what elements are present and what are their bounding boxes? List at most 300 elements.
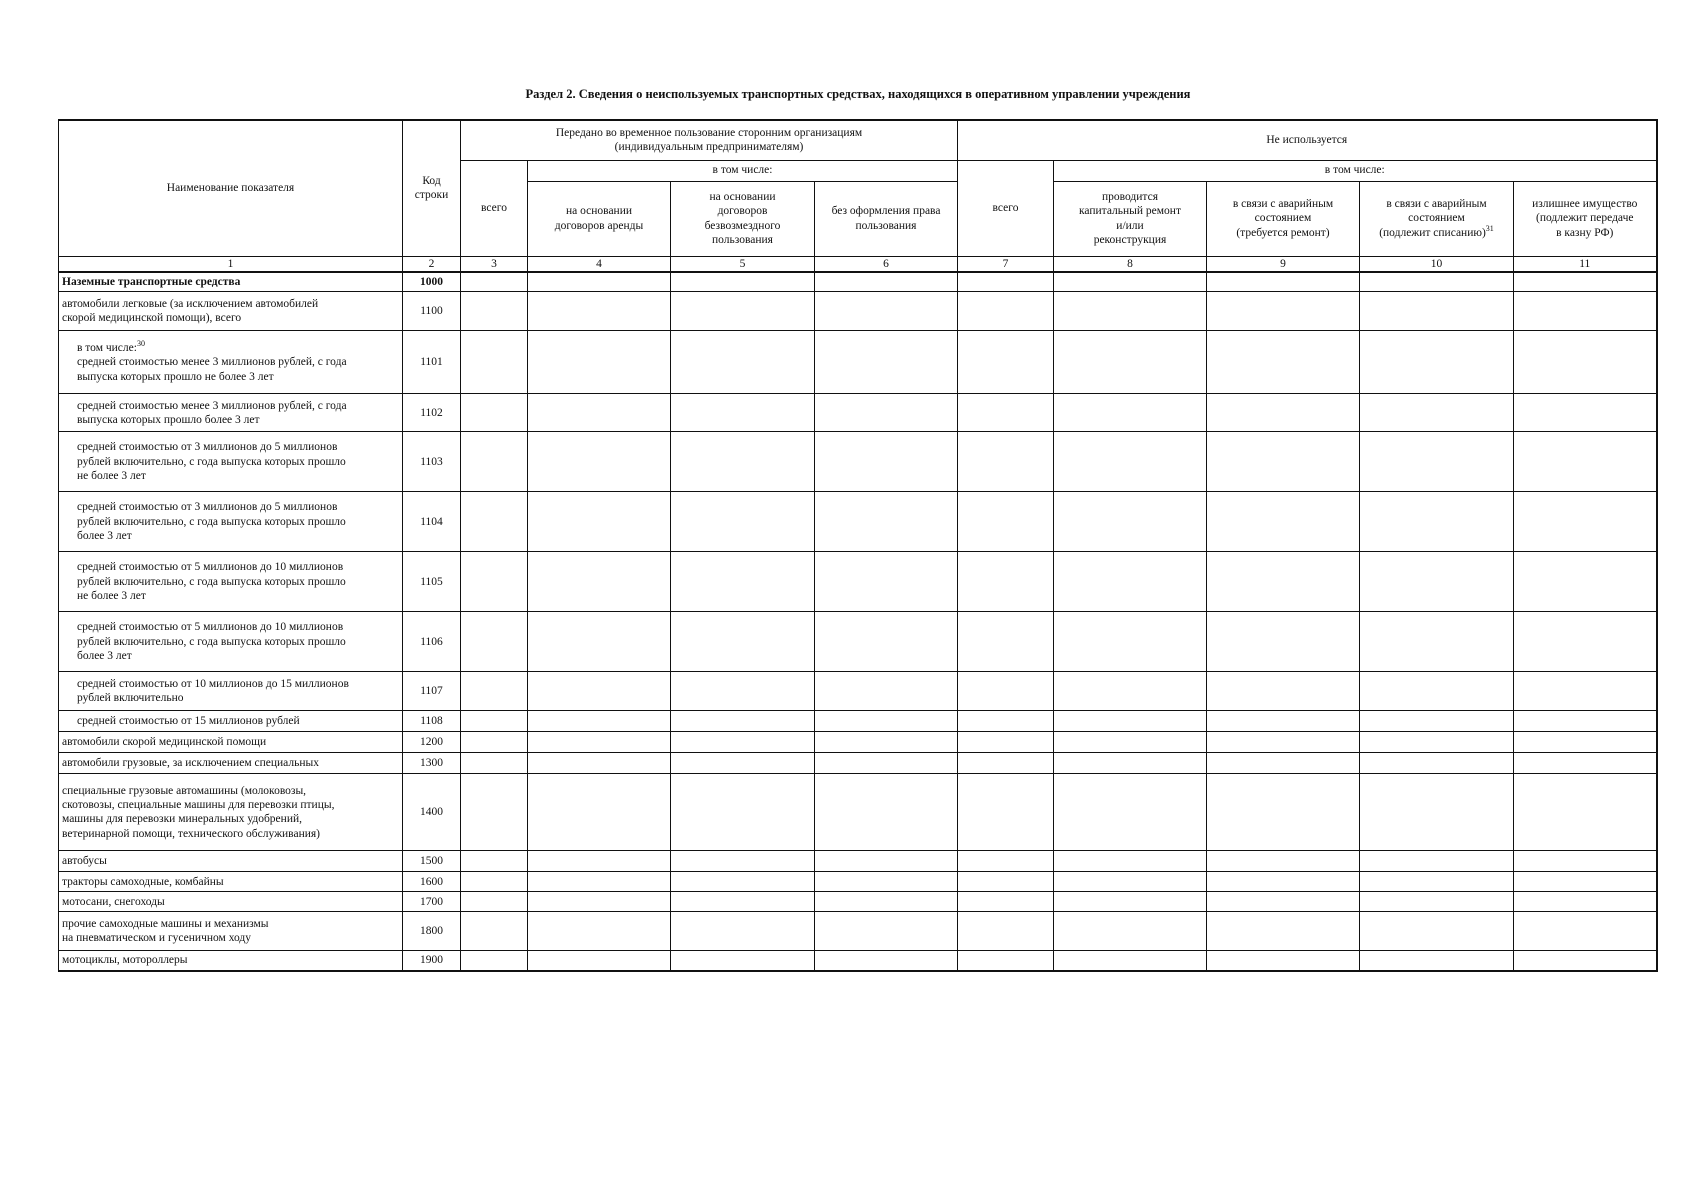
value-cell-col-6[interactable] <box>815 951 958 971</box>
row-label <box>59 331 403 394</box>
header-col-9 <box>1207 181 1360 256</box>
value-cell-col-10[interactable] <box>1360 774 1514 851</box>
row-code: 1200 <box>403 732 461 753</box>
value-cell-col-3[interactable] <box>461 612 528 672</box>
row-label-line: специальные грузовые автомашины (молоковозы, <box>62 784 307 797</box>
value-cell-col-11[interactable] <box>1514 432 1657 492</box>
value-cell-col-5[interactable] <box>671 272 815 292</box>
value-cell-col-6[interactable] <box>815 872 958 892</box>
value-cell-col-5[interactable] <box>671 892 815 912</box>
value-cell-col-9[interactable] <box>1207 892 1360 912</box>
value-cell-col-7[interactable] <box>958 951 1054 971</box>
header-col-10-line-1: в связи с аварийным <box>1386 197 1487 210</box>
value-cell-col-7[interactable] <box>958 711 1054 732</box>
header-col-5-line-1: на основании <box>709 190 776 203</box>
row-code: 1000 <box>403 272 461 292</box>
row-label-line: средней стоимостью менее 3 миллионов рублей, с года <box>77 356 347 369</box>
value-cell-col-8[interactable] <box>1054 612 1207 672</box>
value-cell-col-9[interactable] <box>1207 753 1360 774</box>
value-cell-col-10[interactable] <box>1360 612 1514 672</box>
header-col-11-line-2: (подлежит передаче <box>1536 212 1634 225</box>
value-cell-col-6[interactable] <box>815 612 958 672</box>
value-cell-col-8[interactable] <box>1054 753 1207 774</box>
header-col-10 <box>1360 181 1514 256</box>
header-total-unused: всего <box>958 160 1054 256</box>
value-cell-col-8[interactable] <box>1054 552 1207 612</box>
row-label-line: скорой медицинской помощи), всего <box>62 312 242 325</box>
row-code: 1900 <box>403 951 461 971</box>
row-code: 1500 <box>403 851 461 872</box>
value-cell-col-8[interactable] <box>1054 912 1207 951</box>
value-cell-col-11[interactable] <box>1514 951 1657 971</box>
header-col-10-line-3-text: (подлежит списанию) <box>1379 226 1486 239</box>
value-cell-col-10[interactable] <box>1360 292 1514 331</box>
row-label-line: автобусы <box>62 855 107 868</box>
header-col-4 <box>528 181 671 256</box>
header-code-col <box>403 120 461 256</box>
header-code-text: Код строки <box>414 174 449 202</box>
value-cell-col-11[interactable] <box>1514 394 1657 432</box>
header-col-5-line-3: безвозмездного <box>704 219 781 232</box>
row-code: 1700 <box>403 892 461 912</box>
value-cell-col-6[interactable] <box>815 394 958 432</box>
value-cell-col-8[interactable] <box>1054 292 1207 331</box>
row-label <box>59 394 403 432</box>
table-row <box>59 292 1657 331</box>
value-cell-col-10[interactable] <box>1360 711 1514 732</box>
value-cell-col-9[interactable] <box>1207 292 1360 331</box>
value-cell-col-5[interactable] <box>671 732 815 753</box>
value-cell-col-10[interactable] <box>1360 272 1514 292</box>
value-cell-col-11[interactable] <box>1514 552 1657 612</box>
value-cell-col-8[interactable] <box>1054 892 1207 912</box>
value-cell-col-4[interactable] <box>528 552 671 612</box>
value-cell-col-5[interactable] <box>671 552 815 612</box>
value-cell-col-3[interactable] <box>461 292 528 331</box>
header-col-8 <box>1054 181 1207 256</box>
header-col-8-line-1: проводится <box>1102 190 1158 203</box>
value-cell-col-3[interactable] <box>461 753 528 774</box>
row-code: 1104 <box>403 492 461 552</box>
value-cell-col-3[interactable] <box>461 272 528 292</box>
value-cell-col-7[interactable] <box>958 872 1054 892</box>
header-col-11 <box>1514 181 1657 256</box>
value-cell-col-5[interactable] <box>671 711 815 732</box>
value-cell-col-10[interactable] <box>1360 394 1514 432</box>
row-label <box>59 492 403 552</box>
value-cell-col-8[interactable] <box>1054 672 1207 711</box>
table-row <box>59 912 1657 951</box>
row-label <box>59 711 403 732</box>
header-col-5-line-2: договоров <box>717 205 768 218</box>
row-code: 1105 <box>403 552 461 612</box>
row-label <box>59 272 403 292</box>
value-cell-col-9[interactable] <box>1207 552 1360 612</box>
table-row <box>59 331 1657 394</box>
header-col-4-line-2: договоров аренды <box>554 219 644 232</box>
value-cell-col-5[interactable] <box>671 951 815 971</box>
column-number-8: 8 <box>1054 256 1207 272</box>
header-total-transferred: всего <box>461 160 528 256</box>
column-number-1: 1 <box>59 256 403 272</box>
value-cell-col-3[interactable] <box>461 774 528 851</box>
row-label-line: рублей включительно, с года выпуска которых прошло <box>77 515 346 528</box>
value-cell-col-11[interactable] <box>1514 272 1657 292</box>
row-code: 1107 <box>403 672 461 711</box>
row-label <box>59 732 403 753</box>
row-label-line: рублей включительно, с года выпуска которых прошло <box>77 575 346 588</box>
value-cell-col-5[interactable] <box>671 432 815 492</box>
table-row <box>59 892 1657 912</box>
value-cell-col-8[interactable] <box>1054 394 1207 432</box>
value-cell-col-11[interactable] <box>1514 732 1657 753</box>
row-label-line: средней стоимостью от 10 миллионов до 15 миллионов <box>77 678 349 690</box>
value-cell-col-3[interactable] <box>461 394 528 432</box>
value-cell-col-3[interactable] <box>461 951 528 971</box>
value-cell-col-6[interactable] <box>815 732 958 753</box>
value-cell-col-5[interactable] <box>671 292 815 331</box>
header-col-6-line-1: без оформления права <box>831 205 941 218</box>
header-group-unused: Не используется <box>958 120 1657 160</box>
value-cell-col-4[interactable] <box>528 872 671 892</box>
row-label <box>59 872 403 892</box>
table-body <box>59 272 1657 971</box>
value-cell-col-3[interactable] <box>461 912 528 951</box>
value-cell-col-8[interactable] <box>1054 432 1207 492</box>
row-label-line <box>77 338 399 355</box>
row-label-line: более 3 лет <box>77 650 132 663</box>
value-cell-col-7[interactable] <box>958 552 1054 612</box>
table-row <box>59 732 1657 753</box>
value-cell-col-6[interactable] <box>815 912 958 951</box>
value-cell-col-11[interactable] <box>1514 851 1657 872</box>
value-cell-col-8[interactable] <box>1054 492 1207 552</box>
row-label-line: мотосани, снегоходы <box>62 895 165 908</box>
value-cell-col-3[interactable] <box>461 331 528 394</box>
header-col-8-line-2: капитальный ремонт <box>1078 205 1181 218</box>
value-cell-col-10[interactable] <box>1360 951 1514 971</box>
value-cell-col-6[interactable] <box>815 331 958 394</box>
value-cell-col-7[interactable] <box>958 732 1054 753</box>
value-cell-col-9[interactable] <box>1207 394 1360 432</box>
column-number-9: 9 <box>1207 256 1360 272</box>
column-number-5: 5 <box>671 256 815 272</box>
value-cell-col-7[interactable] <box>958 331 1054 394</box>
value-cell-col-9[interactable] <box>1207 272 1360 292</box>
row-label-line: средней стоимостью от 15 миллионов рублей <box>77 715 300 728</box>
value-cell-col-9[interactable] <box>1207 912 1360 951</box>
row-label-line: рублей включительно <box>77 692 184 705</box>
header-col-11-line-3: в казну РФ) <box>1556 226 1614 239</box>
column-number-10: 10 <box>1360 256 1514 272</box>
table-row <box>59 753 1657 774</box>
value-cell-col-7[interactable] <box>958 774 1054 851</box>
row-label <box>59 892 403 912</box>
row-label-line: выпуска которых прошло более 3 лет <box>77 413 260 426</box>
value-cell-col-7[interactable] <box>958 851 1054 872</box>
header-col-4-line-1: на основании <box>565 205 633 218</box>
header-col-10-line-2: состоянием <box>1408 212 1465 225</box>
row-label-line: Наземные транспортные средства <box>62 275 241 288</box>
value-cell-col-10[interactable] <box>1360 753 1514 774</box>
value-cell-col-11[interactable] <box>1514 331 1657 394</box>
table-row <box>59 711 1657 732</box>
table-row <box>59 552 1657 612</box>
row-label <box>59 292 403 331</box>
value-cell-col-6[interactable] <box>815 892 958 912</box>
value-cell-col-11[interactable] <box>1514 711 1657 732</box>
header-col-10-line-3 <box>1363 223 1510 240</box>
column-number-7: 7 <box>958 256 1054 272</box>
value-cell-col-5[interactable] <box>671 394 815 432</box>
row-label-line: выпуска которых прошло не более 3 лет <box>77 370 274 383</box>
row-code: 1300 <box>403 753 461 774</box>
value-cell-col-7[interactable] <box>958 672 1054 711</box>
value-cell-col-10[interactable] <box>1360 432 1514 492</box>
table-row <box>59 774 1657 851</box>
row-label-line: на пневматическом и гусеничном ходу <box>62 932 252 945</box>
value-cell-col-3[interactable] <box>461 432 528 492</box>
value-cell-col-9[interactable] <box>1207 672 1360 711</box>
header-col-9-line-1: в связи с аварийным <box>1232 197 1334 210</box>
value-cell-col-3[interactable] <box>461 732 528 753</box>
value-cell-col-8[interactable] <box>1054 711 1207 732</box>
row-label-line: ветеринарной помощи, технического обслуживания) <box>62 827 320 840</box>
value-cell-col-4[interactable] <box>528 851 671 872</box>
value-cell-col-10[interactable] <box>1360 672 1514 711</box>
value-cell-col-5[interactable] <box>671 672 815 711</box>
value-cell-col-6[interactable] <box>815 672 958 711</box>
value-cell-col-10[interactable] <box>1360 492 1514 552</box>
header-group-transferred-line-1: Передано во временное пользование сторонним организациям <box>555 126 863 139</box>
row-label-line: не более 3 лет <box>77 590 146 603</box>
value-cell-col-5[interactable] <box>671 331 815 394</box>
value-cell-col-5[interactable] <box>671 912 815 951</box>
value-cell-col-8[interactable] <box>1054 732 1207 753</box>
value-cell-col-4[interactable] <box>528 774 671 851</box>
row-label-line: рублей включительно, с года выпуска которых прошло <box>77 455 346 468</box>
row-code: 1102 <box>403 394 461 432</box>
row-code: 1101 <box>403 331 461 394</box>
value-cell-col-4[interactable] <box>528 612 671 672</box>
footnote-mark: 30 <box>136 338 145 348</box>
row-label-line: прочие самоходные машины и механизмы <box>62 918 269 930</box>
row-label-line: средней стоимостью от 5 миллионов до 10 миллионов <box>77 621 344 634</box>
row-label-line: тракторы самоходные, комбайны <box>62 875 224 888</box>
value-cell-col-4[interactable] <box>528 711 671 732</box>
table-row <box>59 851 1657 872</box>
value-cell-col-7[interactable] <box>958 492 1054 552</box>
value-cell-col-6[interactable] <box>815 774 958 851</box>
row-label <box>59 753 403 774</box>
column-number-6: 6 <box>815 256 958 272</box>
table-row <box>59 672 1657 711</box>
row-label-line: скотовозы, специальные машины для перевозки птицы, <box>62 799 335 811</box>
row-label-line: автомобили легковые (за исключением автомобилей <box>62 298 319 310</box>
row-code: 1100 <box>403 292 461 331</box>
value-cell-col-11[interactable] <box>1514 612 1657 672</box>
value-cell-col-8[interactable] <box>1054 272 1207 292</box>
table-row <box>59 612 1657 672</box>
value-cell-col-10[interactable] <box>1360 331 1514 394</box>
value-cell-col-11[interactable] <box>1514 672 1657 711</box>
value-cell-col-5[interactable] <box>671 612 815 672</box>
value-cell-col-3[interactable] <box>461 892 528 912</box>
value-cell-col-5[interactable] <box>671 872 815 892</box>
value-cell-col-7[interactable] <box>958 432 1054 492</box>
value-cell-col-6[interactable] <box>815 292 958 331</box>
value-cell-col-9[interactable] <box>1207 711 1360 732</box>
value-cell-col-7[interactable] <box>958 912 1054 951</box>
value-cell-col-11[interactable] <box>1514 774 1657 851</box>
value-cell-col-4[interactable] <box>528 672 671 711</box>
value-cell-col-8[interactable] <box>1054 331 1207 394</box>
column-number-2: 2 <box>403 256 461 272</box>
value-cell-col-8[interactable] <box>1054 774 1207 851</box>
row-code: 1800 <box>403 912 461 951</box>
header-including-transferred: в том числе: <box>528 160 958 181</box>
value-cell-col-6[interactable] <box>815 272 958 292</box>
value-cell-col-11[interactable] <box>1514 753 1657 774</box>
value-cell-col-3[interactable] <box>461 711 528 732</box>
value-cell-col-4[interactable] <box>528 331 671 394</box>
value-cell-col-4[interactable] <box>528 394 671 432</box>
value-cell-col-4[interactable] <box>528 912 671 951</box>
header-col-8-line-4: реконструкция <box>1093 233 1167 246</box>
column-number-3: 3 <box>461 256 528 272</box>
table-row <box>59 432 1657 492</box>
value-cell-col-10[interactable] <box>1360 872 1514 892</box>
value-cell-col-8[interactable] <box>1054 851 1207 872</box>
row-label-line: средней стоимостью от 5 миллионов до 10 миллионов <box>77 561 344 574</box>
value-cell-col-9[interactable] <box>1207 612 1360 672</box>
row-label-line: средней стоимостью от 3 миллионов до 5 миллионов <box>77 441 338 454</box>
value-cell-col-3[interactable] <box>461 851 528 872</box>
header-col-5 <box>671 181 815 256</box>
row-label <box>59 612 403 672</box>
header-col-8-line-3: и/или <box>1116 219 1144 232</box>
header-col-11-line-1: излишнее имущество <box>1532 197 1638 210</box>
value-cell-col-6[interactable] <box>815 552 958 612</box>
value-cell-col-10[interactable] <box>1360 552 1514 612</box>
header-col-6-line-2: пользования <box>855 219 917 232</box>
value-cell-col-10[interactable] <box>1360 732 1514 753</box>
value-cell-col-9[interactable] <box>1207 851 1360 872</box>
header-col-9-line-2: состоянием <box>1254 212 1312 225</box>
header-col-6 <box>815 181 958 256</box>
table-row <box>59 872 1657 892</box>
row-label <box>59 951 403 971</box>
row-label <box>59 912 403 951</box>
value-cell-col-11[interactable] <box>1514 912 1657 951</box>
value-cell-col-9[interactable] <box>1207 872 1360 892</box>
value-cell-col-3[interactable] <box>461 672 528 711</box>
header-name-col: Наименование показателя <box>59 120 403 256</box>
row-label-line: мотоциклы, мотороллеры <box>62 954 188 967</box>
value-cell-col-4[interactable] <box>528 951 671 971</box>
value-cell-col-9[interactable] <box>1207 331 1360 394</box>
table-row <box>59 492 1657 552</box>
column-number-11: 11 <box>1514 256 1657 272</box>
table-row <box>59 272 1657 292</box>
row-label-line: средней стоимостью от 3 миллионов до 5 миллионов <box>77 501 338 514</box>
value-cell-col-7[interactable] <box>958 753 1054 774</box>
section-title: Раздел 2. Сведения о неиспользуемых транспортных средствах, находящихся в оперативном управлении учреждения <box>525 87 1191 101</box>
value-cell-col-3[interactable] <box>461 492 528 552</box>
value-cell-col-7[interactable] <box>958 612 1054 672</box>
value-cell-col-9[interactable] <box>1207 492 1360 552</box>
value-cell-col-4[interactable] <box>528 732 671 753</box>
row-label-line: не более 3 лет <box>77 470 146 483</box>
value-cell-col-9[interactable] <box>1207 951 1360 971</box>
row-label-line: машины для перевозки минеральных удобрений, <box>62 813 303 826</box>
value-cell-col-4[interactable] <box>528 432 671 492</box>
value-cell-col-11[interactable] <box>1514 292 1657 331</box>
value-cell-col-4[interactable] <box>528 753 671 774</box>
row-label-line-text: в том числе: <box>77 341 137 354</box>
row-code: 1108 <box>403 711 461 732</box>
value-cell-col-10[interactable] <box>1360 912 1514 951</box>
value-cell-col-11[interactable] <box>1514 872 1657 892</box>
value-cell-col-7[interactable] <box>958 272 1054 292</box>
value-cell-col-3[interactable] <box>461 872 528 892</box>
value-cell-col-4[interactable] <box>528 492 671 552</box>
row-label <box>59 432 403 492</box>
table-row <box>59 951 1657 971</box>
value-cell-col-4[interactable] <box>528 292 671 331</box>
value-cell-col-11[interactable] <box>1514 492 1657 552</box>
value-cell-col-6[interactable] <box>815 753 958 774</box>
value-cell-col-6[interactable] <box>815 851 958 872</box>
row-label-line: средней стоимостью менее 3 миллионов рублей, с года <box>77 399 347 412</box>
header-col-9-line-3: (требуется ремонт) <box>1236 226 1330 239</box>
column-numbers-row <box>59 256 1657 272</box>
value-cell-col-4[interactable] <box>528 892 671 912</box>
value-cell-col-8[interactable] <box>1054 951 1207 971</box>
value-cell-col-6[interactable] <box>815 492 958 552</box>
value-cell-col-7[interactable] <box>958 292 1054 331</box>
row-label-line: более 3 лет <box>77 530 132 543</box>
value-cell-col-7[interactable] <box>958 394 1054 432</box>
value-cell-col-5[interactable] <box>671 753 815 774</box>
header-group-transferred-line-2: (индивидуальным предпринимателям) <box>614 141 804 154</box>
row-label-line: рублей включительно, с года выпуска которых прошло <box>77 635 346 648</box>
value-cell-col-9[interactable] <box>1207 432 1360 492</box>
value-cell-col-7[interactable] <box>958 892 1054 912</box>
value-cell-col-5[interactable] <box>671 774 815 851</box>
value-cell-col-10[interactable] <box>1360 851 1514 872</box>
value-cell-col-5[interactable] <box>671 492 815 552</box>
row-label <box>59 851 403 872</box>
value-cell-col-6[interactable] <box>815 432 958 492</box>
value-cell-col-11[interactable] <box>1514 892 1657 912</box>
header-including-unused: в том числе: <box>1054 160 1657 181</box>
value-cell-col-8[interactable] <box>1054 872 1207 892</box>
table-row <box>59 394 1657 432</box>
value-cell-col-5[interactable] <box>671 851 815 872</box>
row-label-line: автомобили скорой медицинской помощи <box>62 736 267 749</box>
row-code: 1106 <box>403 612 461 672</box>
row-code: 1600 <box>403 872 461 892</box>
header-group-transferred <box>461 120 958 160</box>
value-cell-col-9[interactable] <box>1207 774 1360 851</box>
row-label <box>59 552 403 612</box>
value-cell-col-3[interactable] <box>461 552 528 612</box>
value-cell-col-10[interactable] <box>1360 892 1514 912</box>
value-cell-col-4[interactable] <box>528 272 671 292</box>
value-cell-col-9[interactable] <box>1207 732 1360 753</box>
value-cell-col-6[interactable] <box>815 711 958 732</box>
